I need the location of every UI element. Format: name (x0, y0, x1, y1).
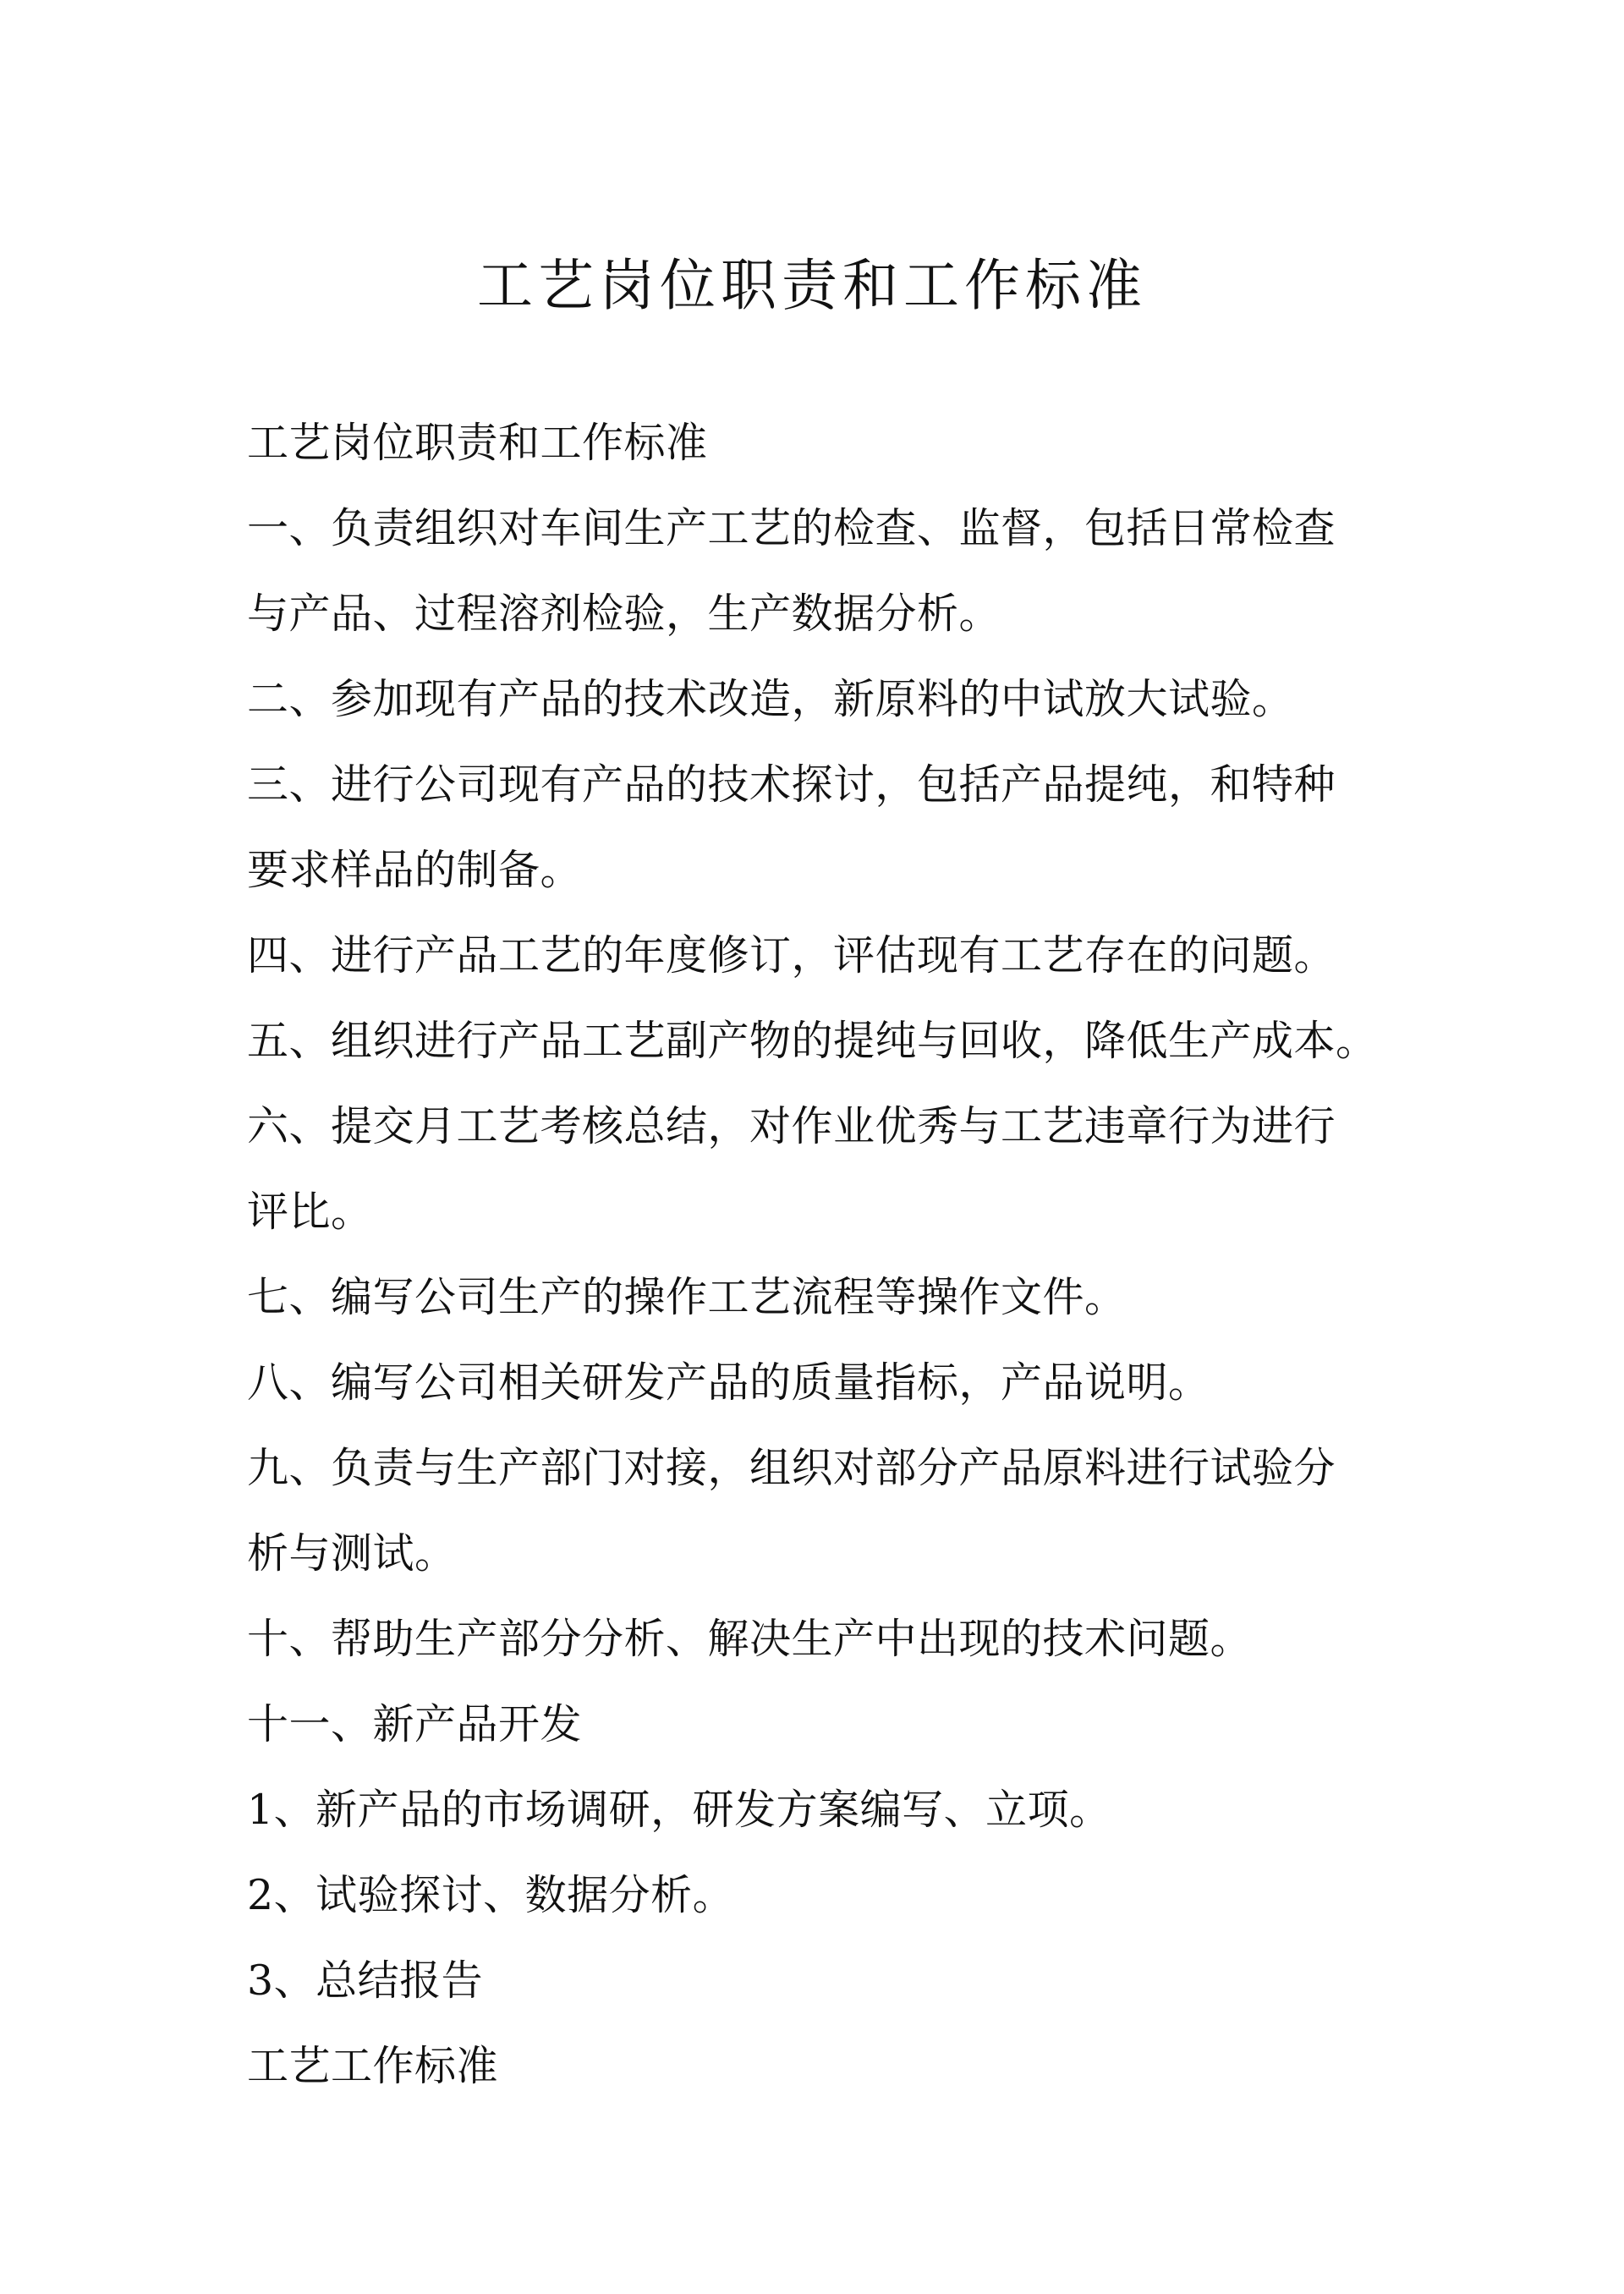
text-line: 2、试验探讨、数据分析。 (247, 1871, 735, 1919)
text-line: 三、进行公司现有产品的技术探讨，包括产品提纯，和特种 (247, 760, 1336, 809)
text-line: 十一、新产品开发 (247, 1700, 583, 1748)
text-line: 十、帮助生产部分分析、解决生产中出现的技术问题。 (247, 1615, 1253, 1663)
text-line: 评比。 (247, 1188, 373, 1236)
text-line: 五、组织进行产品工艺副产物的提纯与回收，降低生产成本。 (247, 1017, 1378, 1065)
text-line: 二、参加现有产品的技术改造，新原料的中试放大试验。 (247, 675, 1294, 723)
text-line: 要求样品的制备。 (247, 846, 583, 894)
text-line: 工艺岗位职责和工作标准 (247, 419, 708, 467)
document-title: 工艺岗位职责和工作标准 (477, 253, 1147, 318)
text-line: 八、编写公司相关研发产品的质量指标，产品说明。 (247, 1358, 1210, 1407)
text-line: 3、总结报告 (247, 1956, 484, 2005)
text-line: 四、进行产品工艺的年度修订，评估现有工艺存在的问题。 (247, 931, 1336, 980)
text-line: 析与测试。 (247, 1529, 457, 1578)
text-line: 九、负责与生产部门对接，组织对部分产品原料进行试验分 (247, 1444, 1336, 1492)
text-line: 1、新产品的市场调研，研发方案编写、立项。 (247, 1786, 1111, 1834)
document-body (247, 400, 1397, 2109)
text-line: 六、提交月工艺考核总结，对作业优秀与工艺违章行为进行 (247, 1102, 1336, 1150)
text-line: 七、编写公司生产的操作工艺流程等操作文件。 (247, 1273, 1127, 1321)
text-line: 工艺工作标准 (247, 2042, 499, 2090)
text-line: 与产品、过程溶剂检验，生产数据分析。 (247, 590, 1001, 638)
text-line: 一、负责组织对车间生产工艺的检查、监督，包括日常检查 (247, 504, 1336, 552)
